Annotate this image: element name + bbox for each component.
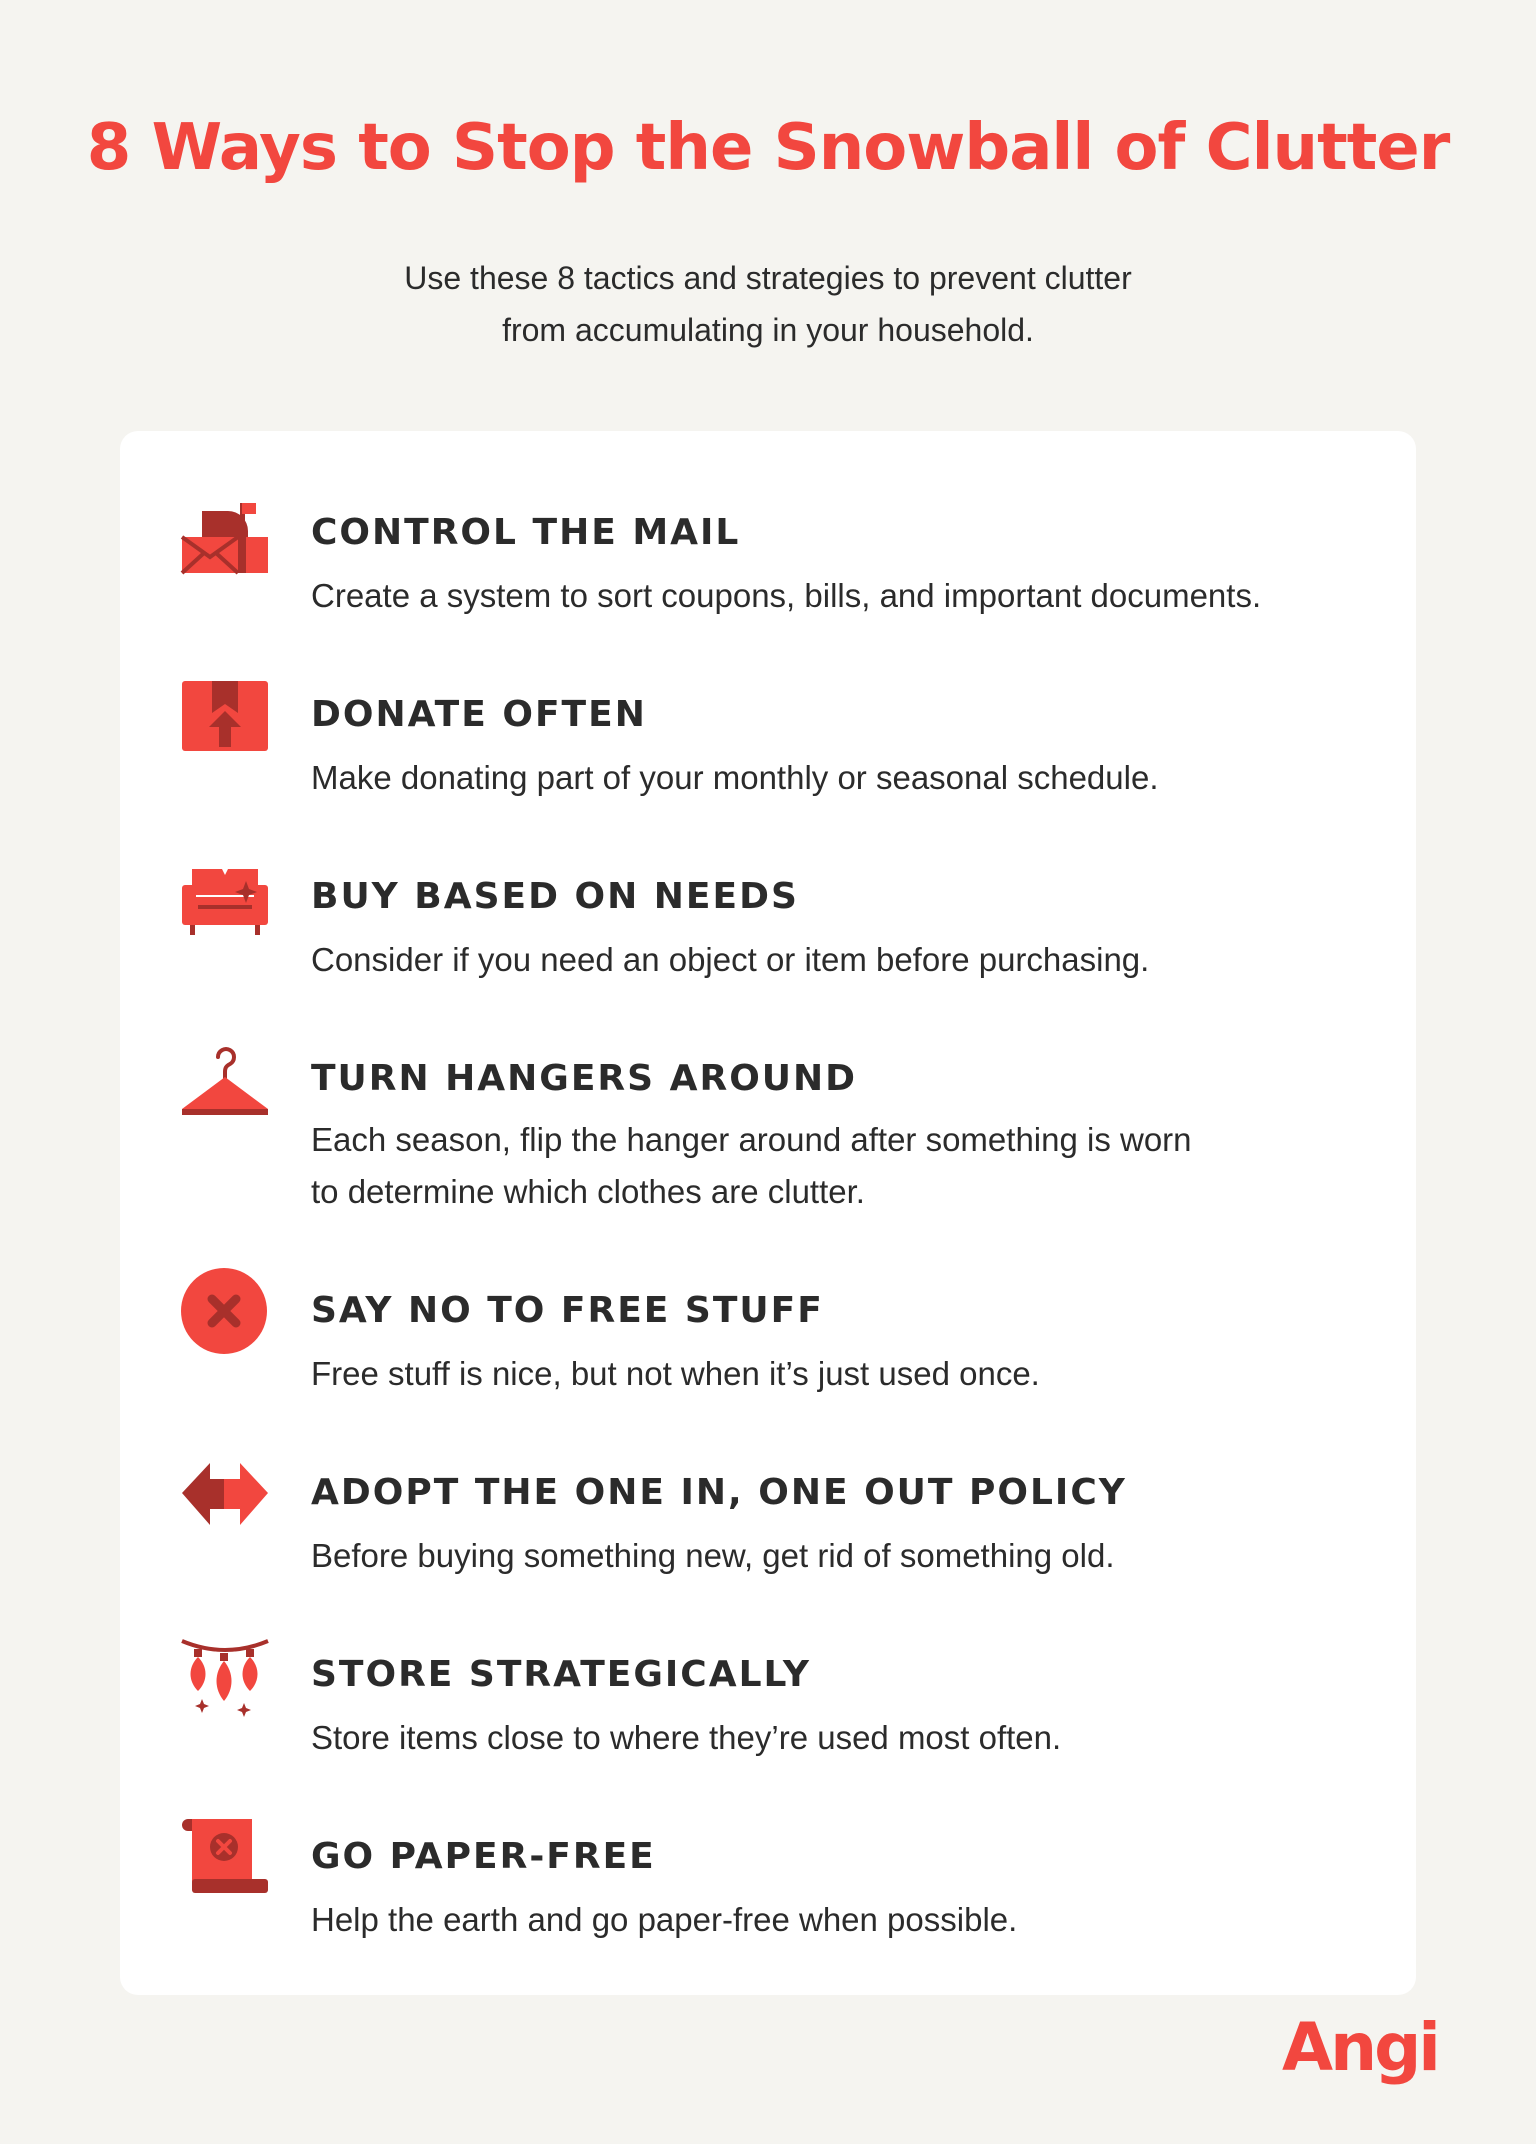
tip-title: BUY BASED ON NEEDS	[311, 876, 799, 917]
tip-title: DONATE OFTEN	[311, 694, 647, 735]
tip-title: ADOPT THE ONE IN, ONE OUT POLICY	[311, 1472, 1127, 1513]
string-lights-icon	[180, 1631, 270, 1721]
tip-description	[311, 1348, 1371, 1400]
tip-description-line: Store items close to where they’re used most often.	[311, 1719, 1062, 1756]
page-title: 8 Ways to Stop the Snowball of Clutter	[86, 111, 1450, 185]
donation-box-icon	[180, 673, 270, 763]
tip-description-line: Help the earth and go paper-free when possible.	[311, 1901, 1018, 1938]
no-icon	[180, 1267, 270, 1357]
page-subtitle	[0, 252, 1536, 356]
tips-card	[120, 431, 1416, 1995]
tip-description	[311, 1712, 1371, 1764]
hanger-icon	[180, 1037, 270, 1127]
tip-description	[311, 1530, 1371, 1582]
tip-title: STORE STRATEGICALLY	[311, 1654, 811, 1695]
tip-description	[311, 934, 1371, 986]
tip-title: TURN HANGERS AROUND	[311, 1058, 858, 1099]
subtitle-line: Use these 8 tactics and strategies to prevent clutter	[404, 260, 1132, 296]
tip-title: SAY NO TO FREE STUFF	[311, 1290, 824, 1331]
tip-description-line: Make donating part of your monthly or seasonal schedule.	[311, 759, 1159, 796]
tip-description-line: Create a system to sort coupons, bills, and important documents.	[311, 577, 1262, 614]
angi-logo: Angi	[1282, 2009, 1438, 2086]
tip-description	[311, 1894, 1371, 1946]
subtitle-line: from accumulating in your household.	[502, 312, 1034, 348]
sofa-icon	[180, 855, 270, 945]
tip-description-line: Free stuff is nice, but not when it’s just used once.	[311, 1355, 1040, 1392]
tip-description-line: Consider if you need an object or item before purchasing.	[311, 941, 1150, 978]
tip-title: GO PAPER-FREE	[311, 1836, 656, 1877]
tip-description	[311, 570, 1371, 622]
mailbox-icon	[180, 497, 270, 587]
tip-title: CONTROL THE MAIL	[311, 512, 741, 553]
tip-description	[311, 752, 1371, 804]
tip-description	[311, 1114, 1371, 1218]
tip-description-line: to determine which clothes are clutter.	[311, 1173, 865, 1210]
paper-scroll-icon	[180, 1813, 270, 1903]
swap-arrows-icon	[180, 1451, 270, 1541]
tip-description-line: Each season, flip the hanger around after something is worn	[311, 1121, 1192, 1158]
tip-description-line: Before buying something new, get rid of something old.	[311, 1537, 1115, 1574]
